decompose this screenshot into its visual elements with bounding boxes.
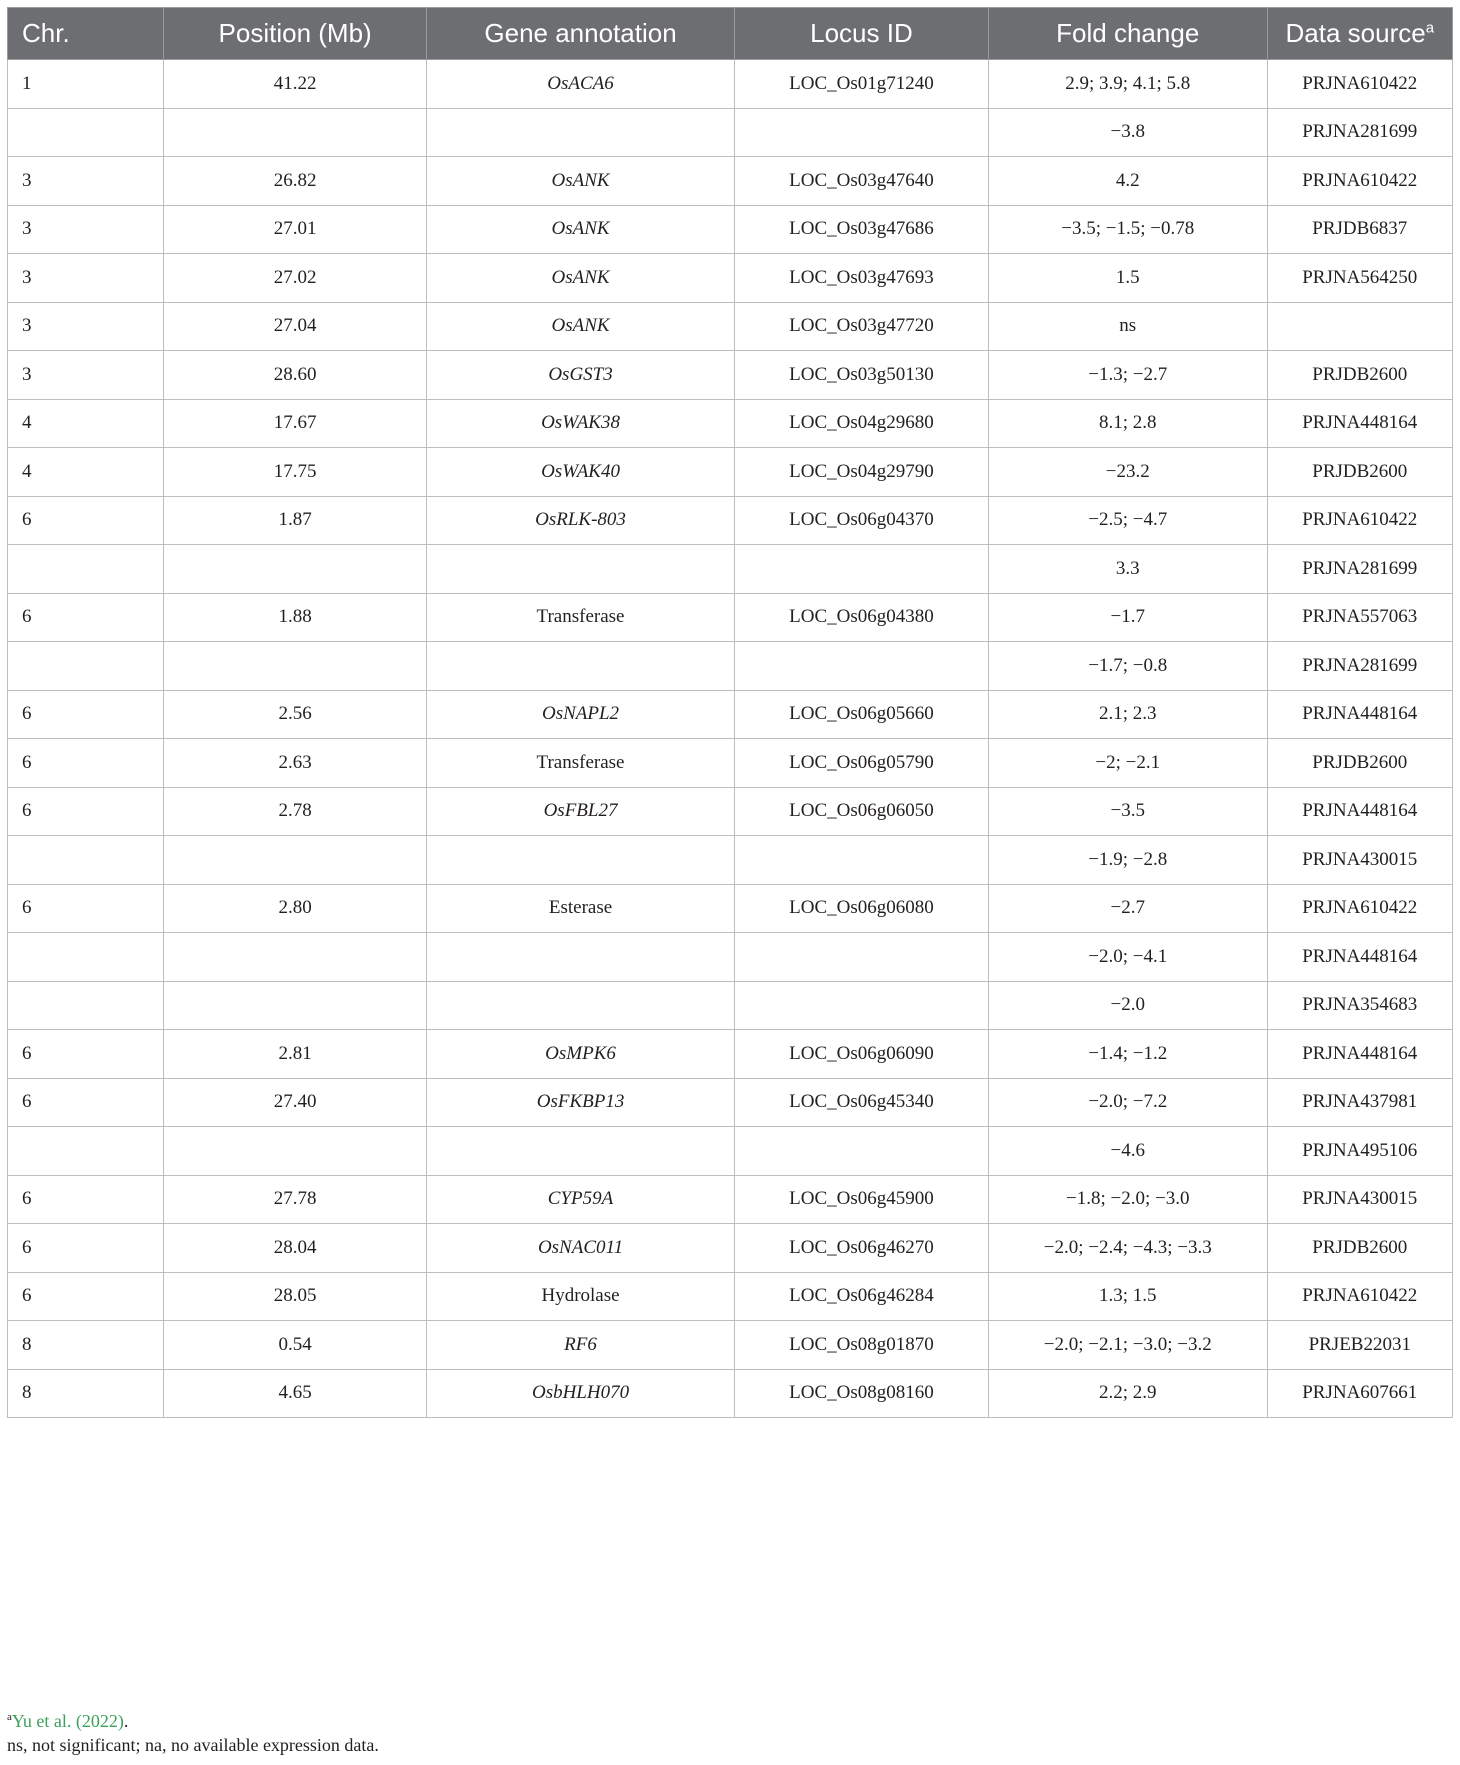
cell-chr: 6 xyxy=(8,496,164,545)
cell-fold-change: 4.2 xyxy=(988,157,1267,206)
cell-position xyxy=(164,642,427,691)
table-row xyxy=(8,787,1453,836)
cell-fold-change: −2.5; −4.7 xyxy=(988,496,1267,545)
cell-locus-id: LOC_Os03g50130 xyxy=(734,351,988,400)
table-row xyxy=(8,205,1453,254)
cell-data-source: PRJDB2600 xyxy=(1267,1224,1452,1273)
table-row xyxy=(8,933,1453,982)
cell-position: 17.75 xyxy=(164,448,427,497)
footnote-abbreviations: ns, not significant; na, no available expression data. xyxy=(7,1735,379,1755)
cell-fold-change: 2.1; 2.3 xyxy=(988,690,1267,739)
cell-fold-change: −1.7; −0.8 xyxy=(988,642,1267,691)
cell-chr: 3 xyxy=(8,205,164,254)
cell-locus-id xyxy=(734,836,988,885)
cell-data-source: PRJDB2600 xyxy=(1267,448,1452,497)
cell-data-source: PRJNA430015 xyxy=(1267,836,1452,885)
cell-position: 4.65 xyxy=(164,1369,427,1418)
table-row xyxy=(8,1078,1453,1127)
cell-locus-id: LOC_Os06g04370 xyxy=(734,496,988,545)
cell-position: 27.04 xyxy=(164,302,427,351)
cell-chr: 6 xyxy=(8,690,164,739)
header-data-source-label: Data source xyxy=(1285,18,1426,48)
cell-data-source: PRJNA281699 xyxy=(1267,545,1452,594)
cell-gene-annotation xyxy=(427,1127,735,1176)
table-row xyxy=(8,642,1453,691)
cell-chr: 3 xyxy=(8,351,164,400)
cell-data-source: PRJNA430015 xyxy=(1267,1175,1452,1224)
cell-gene-annotation: OsNAPL2 xyxy=(427,690,735,739)
cell-position: 1.87 xyxy=(164,496,427,545)
table-row xyxy=(8,545,1453,594)
cell-locus-id xyxy=(734,642,988,691)
cell-locus-id xyxy=(734,108,988,157)
cell-chr: 4 xyxy=(8,448,164,497)
cell-fold-change: 2.9; 3.9; 4.1; 5.8 xyxy=(988,60,1267,109)
cell-position xyxy=(164,933,427,982)
cell-data-source: PRJNA281699 xyxy=(1267,108,1452,157)
cell-locus-id: LOC_Os06g46270 xyxy=(734,1224,988,1273)
table-body xyxy=(8,60,1453,1418)
cell-gene-annotation: OsNAC011 xyxy=(427,1224,735,1273)
cell-chr xyxy=(8,981,164,1030)
footnote-a xyxy=(7,1709,379,1733)
cell-chr: 3 xyxy=(8,157,164,206)
cell-locus-id: LOC_Os06g05790 xyxy=(734,739,988,788)
cell-fold-change: −2.7 xyxy=(988,884,1267,933)
cell-data-source: PRJNA448164 xyxy=(1267,787,1452,836)
cell-position: 27.40 xyxy=(164,1078,427,1127)
header-position: Position (Mb) xyxy=(164,8,427,60)
cell-data-source: PRJNA281699 xyxy=(1267,642,1452,691)
cell-locus-id: LOC_Os03g47720 xyxy=(734,302,988,351)
cell-position: 26.82 xyxy=(164,157,427,206)
table-row xyxy=(8,1272,1453,1321)
cell-data-source xyxy=(1267,302,1452,351)
cell-fold-change: 1.3; 1.5 xyxy=(988,1272,1267,1321)
cell-locus-id: LOC_Os03g47686 xyxy=(734,205,988,254)
cell-locus-id: LOC_Os04g29790 xyxy=(734,448,988,497)
cell-position xyxy=(164,545,427,594)
cell-chr: 1 xyxy=(8,60,164,109)
cell-position: 2.78 xyxy=(164,787,427,836)
cell-fold-change: −1.4; −1.2 xyxy=(988,1030,1267,1079)
cell-gene-annotation: OsANK xyxy=(427,254,735,303)
cell-locus-id: LOC_Os08g08160 xyxy=(734,1369,988,1418)
cell-position xyxy=(164,981,427,1030)
data-table-container xyxy=(7,7,1453,1418)
cell-gene-annotation: OsWAK38 xyxy=(427,399,735,448)
table-row xyxy=(8,351,1453,400)
cell-gene-annotation xyxy=(427,836,735,885)
cell-gene-annotation xyxy=(427,933,735,982)
cell-fold-change: 8.1; 2.8 xyxy=(988,399,1267,448)
cell-fold-change: ns xyxy=(988,302,1267,351)
cell-gene-annotation: OsGST3 xyxy=(427,351,735,400)
table-row xyxy=(8,981,1453,1030)
cell-chr: 8 xyxy=(8,1321,164,1370)
cell-chr xyxy=(8,933,164,982)
cell-locus-id: LOC_Os03g47640 xyxy=(734,157,988,206)
cell-chr: 6 xyxy=(8,1078,164,1127)
cell-fold-change: −2.0; −7.2 xyxy=(988,1078,1267,1127)
cell-position: 1.88 xyxy=(164,593,427,642)
cell-fold-change: −1.8; −2.0; −3.0 xyxy=(988,1175,1267,1224)
cell-position: 28.05 xyxy=(164,1272,427,1321)
cell-fold-change: −2.0; −4.1 xyxy=(988,933,1267,982)
table-row xyxy=(8,302,1453,351)
cell-data-source: PRJNA610422 xyxy=(1267,1272,1452,1321)
header-data-source-footnote-marker: a xyxy=(1425,19,1435,37)
cell-chr: 3 xyxy=(8,302,164,351)
cell-position: 27.01 xyxy=(164,205,427,254)
cell-position: 2.56 xyxy=(164,690,427,739)
cell-data-source: PRJNA354683 xyxy=(1267,981,1452,1030)
cell-locus-id: LOC_Os06g06080 xyxy=(734,884,988,933)
cell-fold-change: −3.5 xyxy=(988,787,1267,836)
cell-gene-annotation: Transferase xyxy=(427,739,735,788)
cell-fold-change: −3.5; −1.5; −0.78 xyxy=(988,205,1267,254)
cell-gene-annotation: OsANK xyxy=(427,157,735,206)
cell-locus-id: LOC_Os08g01870 xyxy=(734,1321,988,1370)
cell-gene-annotation: OsbHLH070 xyxy=(427,1369,735,1418)
cell-gene-annotation: Esterase xyxy=(427,884,735,933)
cell-gene-annotation: OsMPK6 xyxy=(427,1030,735,1079)
cell-gene-annotation: RF6 xyxy=(427,1321,735,1370)
cell-locus-id: LOC_Os06g45340 xyxy=(734,1078,988,1127)
cell-locus-id: LOC_Os06g06050 xyxy=(734,787,988,836)
cell-chr: 6 xyxy=(8,739,164,788)
cell-position: 2.81 xyxy=(164,1030,427,1079)
cell-gene-annotation: OsFBL27 xyxy=(427,787,735,836)
gene-expression-table xyxy=(7,7,1453,1418)
cell-gene-annotation: OsWAK40 xyxy=(427,448,735,497)
table-row xyxy=(8,448,1453,497)
table-row xyxy=(8,1369,1453,1418)
cell-data-source: PRJNA448164 xyxy=(1267,690,1452,739)
cell-position: 41.22 xyxy=(164,60,427,109)
header-gene-annotation: Gene annotation xyxy=(427,8,735,60)
cell-fold-change: −2.0 xyxy=(988,981,1267,1030)
cell-data-source: PRJNA610422 xyxy=(1267,60,1452,109)
table-row xyxy=(8,690,1453,739)
cell-position xyxy=(164,836,427,885)
cell-position: 2.80 xyxy=(164,884,427,933)
cell-gene-annotation: Transferase xyxy=(427,593,735,642)
table-row xyxy=(8,254,1453,303)
cell-data-source: PRJEB22031 xyxy=(1267,1321,1452,1370)
cell-position xyxy=(164,108,427,157)
cell-data-source: PRJNA564250 xyxy=(1267,254,1452,303)
cell-locus-id: LOC_Os06g06090 xyxy=(734,1030,988,1079)
footnote-a-citation-link[interactable]: Yu et al. (2022) xyxy=(11,1711,124,1731)
table-header-row xyxy=(8,8,1453,60)
cell-fold-change: 1.5 xyxy=(988,254,1267,303)
table-row xyxy=(8,593,1453,642)
cell-gene-annotation: Hydrolase xyxy=(427,1272,735,1321)
table-row xyxy=(8,1321,1453,1370)
cell-data-source: PRJNA610422 xyxy=(1267,884,1452,933)
header-data-source xyxy=(1267,8,1452,60)
cell-gene-annotation xyxy=(427,108,735,157)
cell-fold-change: −1.3; −2.7 xyxy=(988,351,1267,400)
cell-position: 17.67 xyxy=(164,399,427,448)
cell-data-source: PRJNA448164 xyxy=(1267,933,1452,982)
cell-gene-annotation: OsRLK-803 xyxy=(427,496,735,545)
cell-gene-annotation: OsANK xyxy=(427,205,735,254)
cell-fold-change: −4.6 xyxy=(988,1127,1267,1176)
table-row xyxy=(8,108,1453,157)
table-row xyxy=(8,739,1453,788)
table-row xyxy=(8,399,1453,448)
cell-locus-id: LOC_Os06g04380 xyxy=(734,593,988,642)
cell-chr: 6 xyxy=(8,593,164,642)
cell-fold-change: −2; −2.1 xyxy=(988,739,1267,788)
cell-chr: 6 xyxy=(8,1224,164,1273)
cell-locus-id: LOC_Os06g46284 xyxy=(734,1272,988,1321)
cell-chr xyxy=(8,642,164,691)
cell-data-source: PRJNA557063 xyxy=(1267,593,1452,642)
table-row xyxy=(8,1175,1453,1224)
cell-data-source: PRJDB2600 xyxy=(1267,351,1452,400)
cell-fold-change: −1.7 xyxy=(988,593,1267,642)
cell-fold-change: 2.2; 2.9 xyxy=(988,1369,1267,1418)
cell-chr: 3 xyxy=(8,254,164,303)
cell-fold-change: −23.2 xyxy=(988,448,1267,497)
cell-locus-id: LOC_Os01g71240 xyxy=(734,60,988,109)
cell-data-source: PRJDB2600 xyxy=(1267,739,1452,788)
table-row xyxy=(8,884,1453,933)
cell-chr xyxy=(8,1127,164,1176)
cell-chr xyxy=(8,108,164,157)
table-row xyxy=(8,1030,1453,1079)
cell-data-source: PRJNA448164 xyxy=(1267,399,1452,448)
cell-position: 0.54 xyxy=(164,1321,427,1370)
cell-position: 28.04 xyxy=(164,1224,427,1273)
cell-locus-id: LOC_Os06g05660 xyxy=(734,690,988,739)
cell-chr: 6 xyxy=(8,1175,164,1224)
table-row xyxy=(8,1224,1453,1273)
cell-locus-id xyxy=(734,933,988,982)
table-row xyxy=(8,157,1453,206)
cell-data-source: PRJNA607661 xyxy=(1267,1369,1452,1418)
cell-chr xyxy=(8,545,164,594)
cell-chr: 6 xyxy=(8,1030,164,1079)
cell-position: 27.78 xyxy=(164,1175,427,1224)
cell-chr: 6 xyxy=(8,1272,164,1321)
table-row xyxy=(8,60,1453,109)
cell-gene-annotation: OsANK xyxy=(427,302,735,351)
table-row xyxy=(8,836,1453,885)
cell-data-source: PRJNA448164 xyxy=(1267,1030,1452,1079)
cell-position: 27.02 xyxy=(164,254,427,303)
cell-data-source: PRJNA610422 xyxy=(1267,496,1452,545)
cell-gene-annotation xyxy=(427,545,735,594)
cell-data-source: PRJNA610422 xyxy=(1267,157,1452,206)
cell-gene-annotation: CYP59A xyxy=(427,1175,735,1224)
cell-fold-change: −2.0; −2.1; −3.0; −3.2 xyxy=(988,1321,1267,1370)
cell-gene-annotation: OsFKBP13 xyxy=(427,1078,735,1127)
cell-locus-id: LOC_Os03g47693 xyxy=(734,254,988,303)
cell-position xyxy=(164,1127,427,1176)
cell-fold-change: −1.9; −2.8 xyxy=(988,836,1267,885)
cell-locus-id xyxy=(734,981,988,1030)
cell-locus-id: LOC_Os04g29680 xyxy=(734,399,988,448)
header-locus-id: Locus ID xyxy=(734,8,988,60)
cell-chr: 8 xyxy=(8,1369,164,1418)
cell-fold-change: −3.8 xyxy=(988,108,1267,157)
cell-position: 28.60 xyxy=(164,351,427,400)
footnote-a-marker: a xyxy=(7,1711,12,1723)
cell-gene-annotation xyxy=(427,981,735,1030)
cell-locus-id xyxy=(734,1127,988,1176)
cell-data-source: PRJNA437981 xyxy=(1267,1078,1452,1127)
cell-gene-annotation: OsACA6 xyxy=(427,60,735,109)
table-row xyxy=(8,496,1453,545)
cell-data-source: PRJNA495106 xyxy=(1267,1127,1452,1176)
cell-gene-annotation xyxy=(427,642,735,691)
header-chr: Chr. xyxy=(8,8,164,60)
table-row xyxy=(8,1127,1453,1176)
cell-locus-id xyxy=(734,545,988,594)
cell-chr xyxy=(8,836,164,885)
header-fold-change: Fold change xyxy=(988,8,1267,60)
footnote-a-end: . xyxy=(123,1711,129,1731)
cell-chr: 4 xyxy=(8,399,164,448)
cell-chr: 6 xyxy=(8,884,164,933)
cell-fold-change: 3.3 xyxy=(988,545,1267,594)
cell-chr: 6 xyxy=(8,787,164,836)
table-footnotes xyxy=(7,1709,379,1757)
cell-locus-id: LOC_Os06g45900 xyxy=(734,1175,988,1224)
cell-fold-change: −2.0; −2.4; −4.3; −3.3 xyxy=(988,1224,1267,1273)
cell-data-source: PRJDB6837 xyxy=(1267,205,1452,254)
cell-position: 2.63 xyxy=(164,739,427,788)
